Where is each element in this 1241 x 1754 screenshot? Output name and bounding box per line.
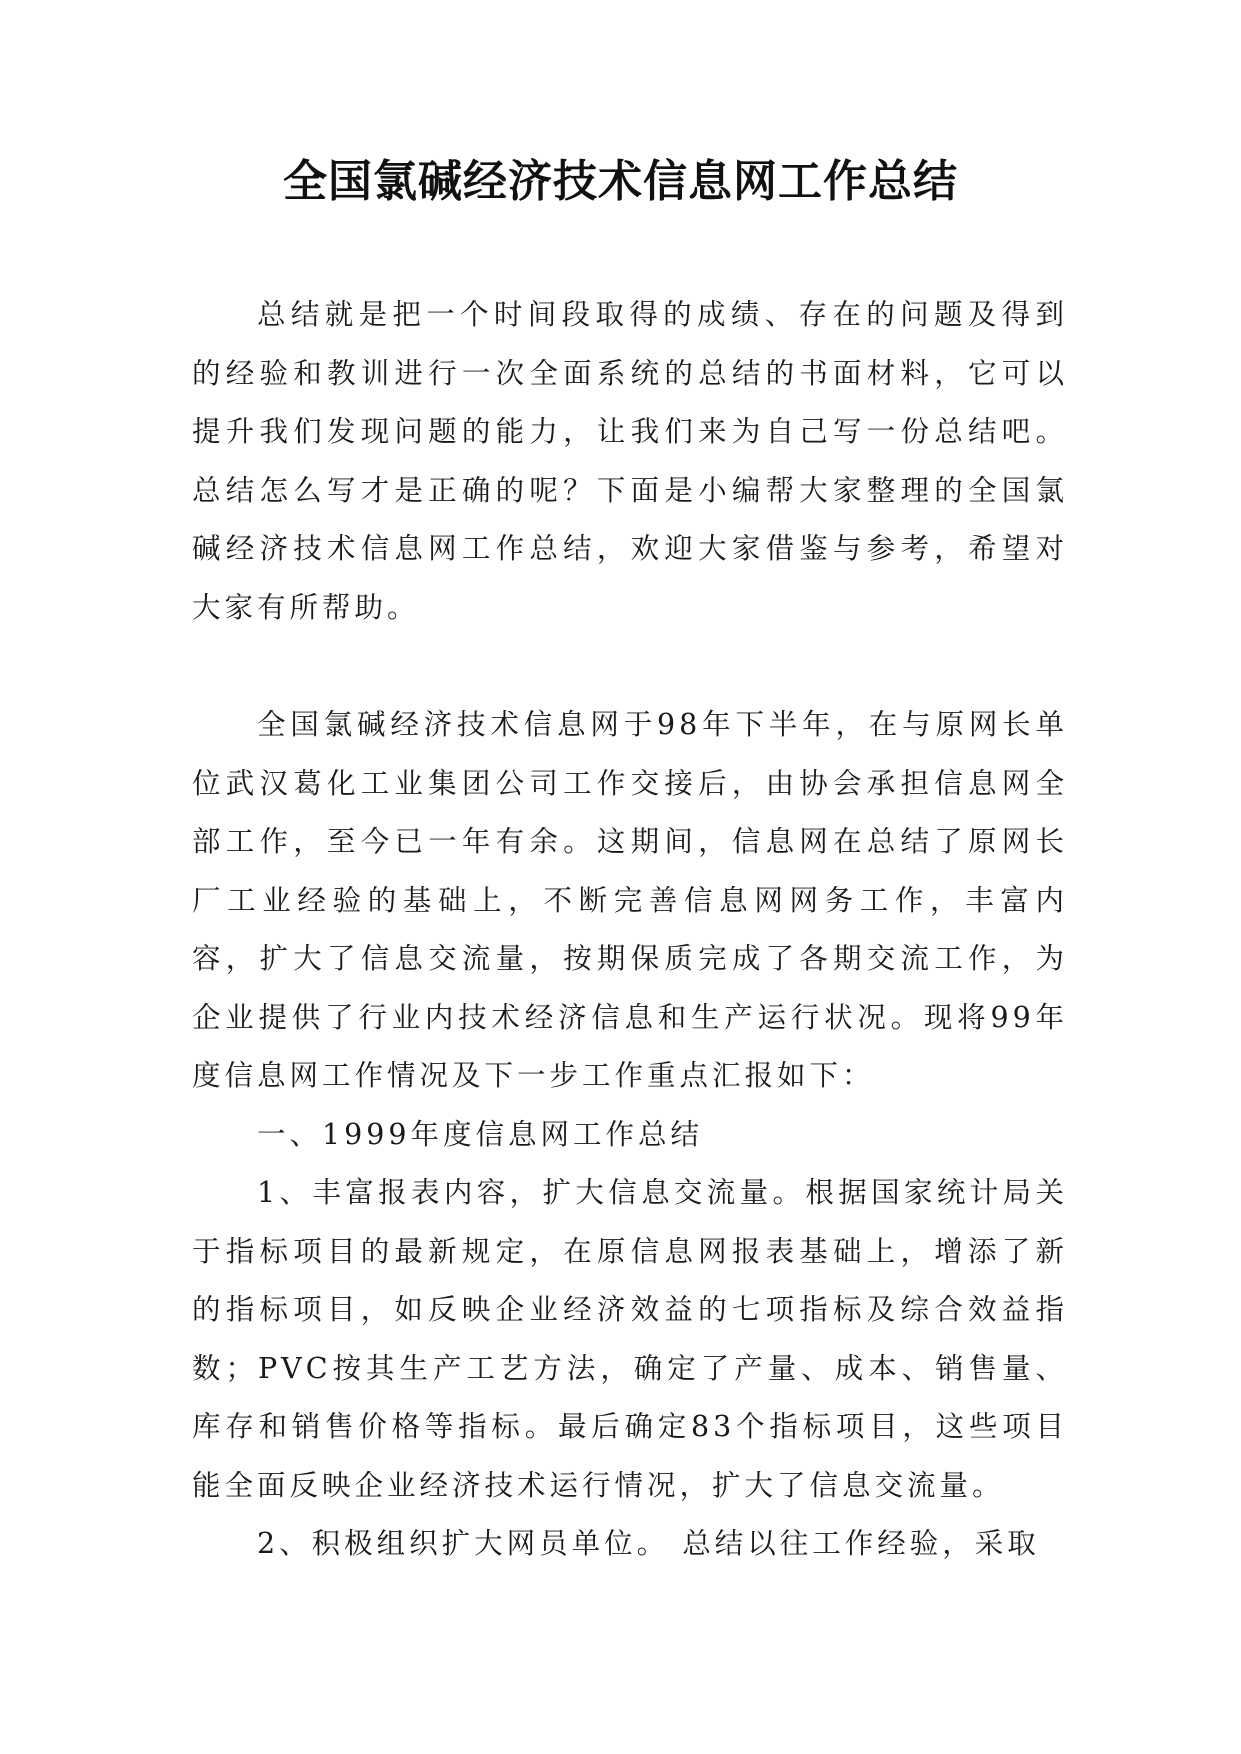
document-title: 全国氯碱经济技术信息网工作总结: [283, 156, 958, 207]
section-item-2: 2、积极组织扩大网员单位。 总结以往工作经验，采取: [257, 1527, 1040, 1560]
section-heading: 一、1999年度信息网工作总结: [257, 1118, 704, 1151]
intro-paragraph: 总结就是把一个时间段取得的成绩、存在的问题及得到的经验和教训进行一次全面系统的总结的书面材料，它可以提升我们发现问题的能力，让我们来为自己写一份总结吧。总结怎么写才是正确的呢？下面是小编帮大家整理的全国氯碱经济技术信息网工作总结，欢迎大家借鉴与参考，希望对大家有所帮助。: [192, 298, 1068, 624]
background-paragraph: 全国氯碱经济技术信息网于98年下半年，在与原网长单位武汉葛化工业集团公司工作交接后，由协会承担信息网全部工作，至今已一年有余。这期间，信息网在总结了原网长厂工业经验的基础上，不断完善信息网网务工作，丰富内容，扩大了信息交流量，按期保质完成了各期交流工作，为企业提供了行业内技术经济信息和生产运行状况。现将99年度信息网工作情况及下一步工作重点汇报如下：: [192, 708, 1068, 1092]
section-item-1: 1、丰富报表内容，扩大信息交流量。根据国家统计局关于指标项目的最新规定，在原信息网报表基础上，增添了新的指标项目，如反映企业经济效益的七项指标及综合效益指数；PVC按其生产工艺方法，确定了产量、成本、销售量、库存和销售价格等指标。最后确定83个指标项目，这些项目能全面反映企业经济技术运行情况，扩大了信息交流量。: [192, 1176, 1068, 1502]
